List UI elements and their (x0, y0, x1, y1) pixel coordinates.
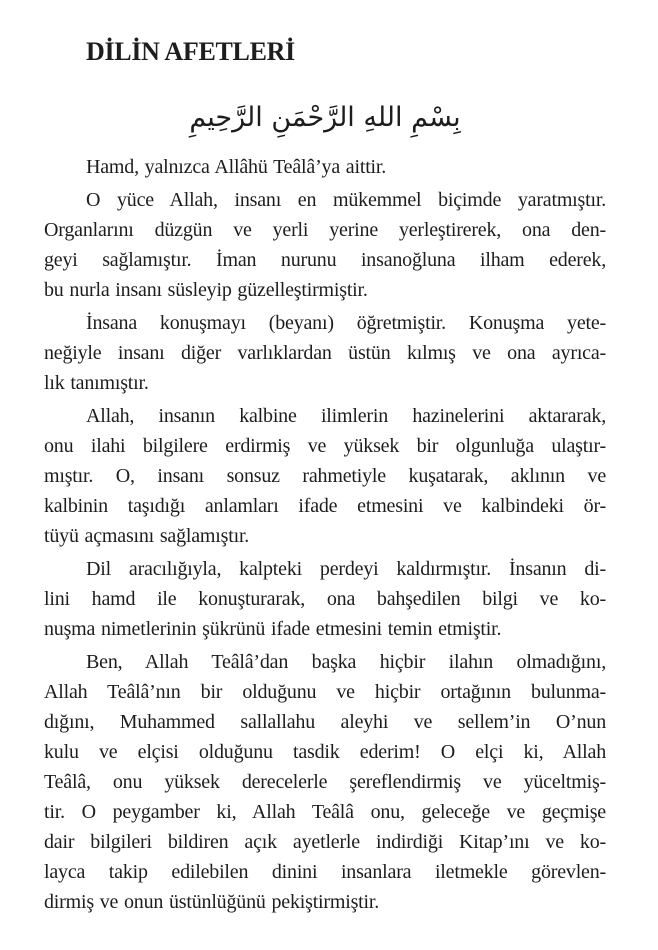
paragraph (44, 185, 606, 305)
text-line: Allah Teâlâ’nın bir olduğunu ve hiçbir ortağının bulunma- (44, 681, 606, 703)
text-line: Teâlâ, onu yüksek derecelerle şereflendirmiş ve yüceltmiş- (44, 771, 606, 793)
text-line: kalbinin taşıdığı anlamları ifade etmesini ve kalbindeki ör- (44, 495, 606, 517)
text-line: Allah, insanın kalbine ilimlerin hazinelerini aktararak, (86, 405, 606, 427)
text-line: Dil aracılığıyla, kalpteki perdeyi kaldırmıştır. İnsanın di- (86, 558, 606, 580)
text-line: İnsana konuşmayı (beyanı) öğretmiştir. Konuşma yete- (86, 312, 606, 334)
text-line: O yüce Allah, insanı en mükemmel biçimde yaratmıştır. (86, 189, 606, 211)
text-line: Organlarını düzgün ve yerli yerine yerleştirerek, ona den- (44, 219, 606, 241)
text-line: Ben, Allah Teâlâ’dan başka hiçbir ilahın olmadığını, (86, 651, 606, 673)
text-line: tir. O peygamber ki, Allah Teâlâ onu, geleceğe ve geçmişe (44, 801, 606, 823)
paragraph (44, 647, 606, 917)
text-line: lini hamd ile konuşturarak, ona bahşedilen bilgi ve ko- (44, 588, 606, 610)
page-title: DİLİN AFETLERİ (86, 37, 295, 66)
text-line: lık tanımıştır. (44, 372, 149, 394)
text-line: mıştır. O, insanı sonsuz rahmetiyle kuşatarak, aklının ve (44, 465, 606, 487)
paragraph (44, 554, 606, 644)
paragraph (44, 152, 606, 182)
text-line: neğiyle insanı diğer varlıklardan üstün kılmış ve ona ayrıca- (44, 342, 606, 364)
text-line: onu ilahi bilgilere erdirmiş ve yüksek bir olgunluğa ulaştır- (44, 435, 606, 457)
text-line: nuşma nimetlerinin şükrünü ifade etmesini temin etmiştir. (44, 618, 502, 640)
text-line: geyi sağlamıştır. İman nurunu insanoğluna ilham ederek, (44, 249, 606, 271)
paragraph (44, 401, 606, 551)
paragraph (44, 308, 606, 398)
text-line: dirmiş ve onun üstünlüğünü pekiştirmiştir. (44, 891, 380, 913)
basmala-arabic: بِسْمِ اللهِ الرَّحْمَنِ الرَّحِيمِ (189, 102, 461, 133)
body-text (44, 152, 606, 917)
text-line: layca takip edilebilen dinini insanlara iletmekle görevlen- (44, 861, 606, 883)
text-line: Hamd, yalnızca Allâhü Teâlâ’ya aittir. (86, 156, 387, 178)
text-line: dığını, Muhammed sallallahu aleyhi ve sellem’in O’nun (44, 711, 606, 733)
text-line: bu nurla insanı süsleyip güzelleştirmiştir. (44, 279, 368, 301)
text-line: dair bilgileri bildiren açık ayetlerle indirdiği Kitap’ını ve ko- (44, 831, 606, 853)
text-line: tüyü açmasını sağlamıştır. (44, 525, 250, 547)
text-line: kulu ve elçisi olduğunu tasdik ederim! O elçi ki, Allah (44, 741, 606, 763)
